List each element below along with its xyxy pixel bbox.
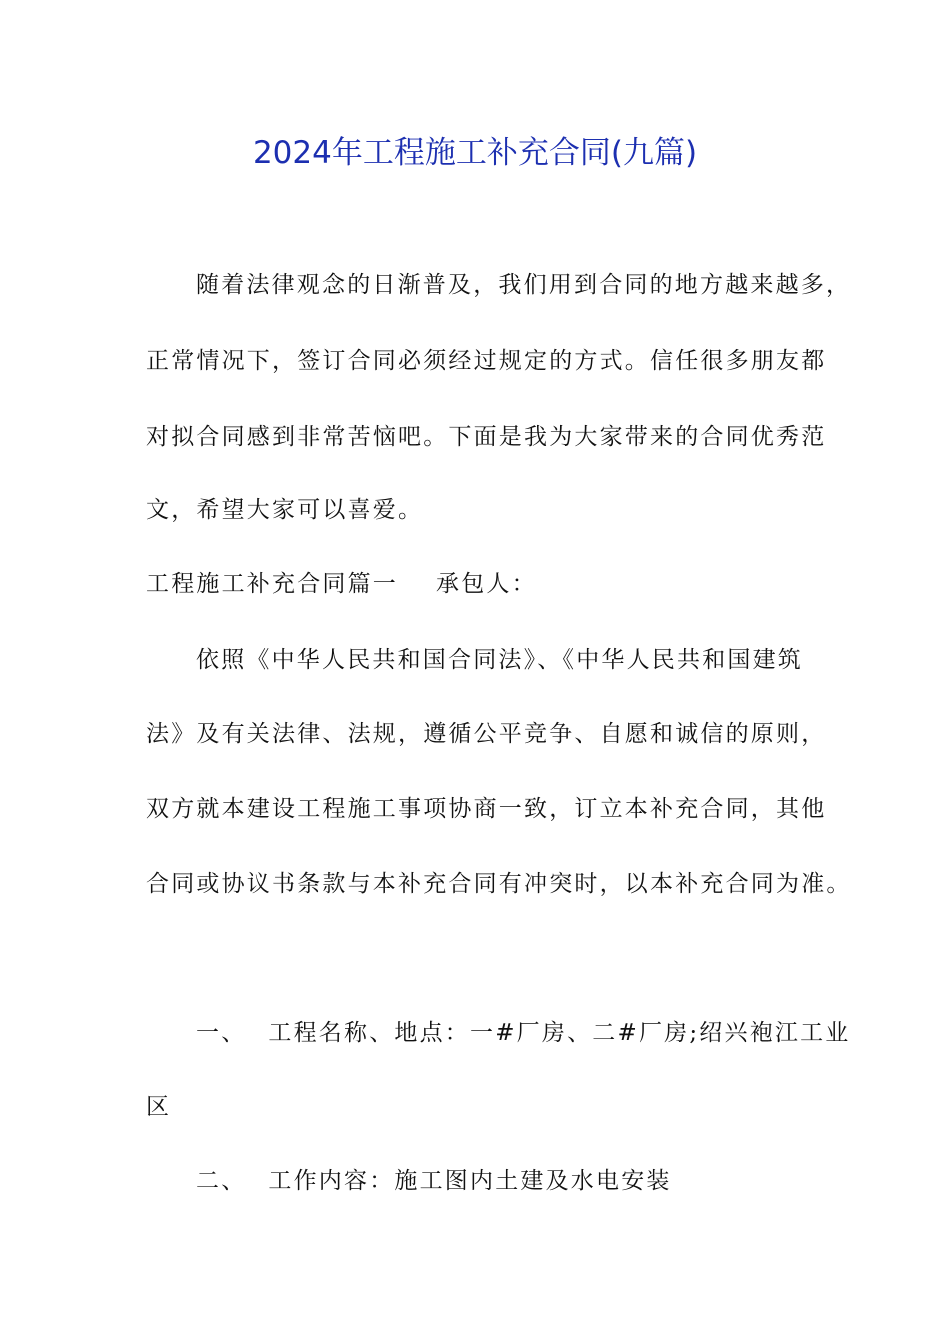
clause-line-1: 依照《中华人民共和国合同法》、《中华人民共和国建筑 (196, 647, 803, 673)
intro-line-4: 文，希望大家可以喜爱。 (146, 497, 424, 523)
intro-line-1: 随着法律观念的日渐普及，我们用到合同的地方越来越多， (196, 272, 852, 298)
item-1-text: 工程名称、地点：一#厂房、二#厂房;绍兴袍江工业 (268, 1020, 851, 1046)
item-1-number: 一、 (196, 1020, 247, 1046)
item-2-number: 二、 (196, 1168, 247, 1194)
intro-line-2: 正常情况下，签订合同必须经过规定的方式。信任很多朋友都 (146, 348, 827, 374)
item-1-line-1 (196, 1013, 851, 1053)
item-2-text: 工作内容：施工图内土建及水电安装 (268, 1168, 672, 1194)
contractor-label: 承包人： (436, 571, 537, 597)
document-title: 2024年工程施工补充合同(九篇) (252, 135, 698, 171)
section-heading: 工程施工补充合同篇一 (146, 571, 398, 597)
clause-line-2: 法》及有关法律、法规，遵循公平竞争、自愿和诚信的原则， (146, 721, 827, 747)
clause-line-3: 双方就本建设工程施工事项协商一致，订立本补充合同，其他 (146, 796, 827, 822)
intro-line-3: 对拟合同感到非常苦恼吧。下面是我为大家带来的合同优秀范 (146, 424, 827, 450)
item-1-line-2: 区 (146, 1094, 172, 1120)
item-2-line-1 (196, 1161, 672, 1201)
section-heading-line (146, 564, 537, 604)
clause-line-4: 合同或协议书条款与本补充合同有冲突时，以本补充合同为准。 (146, 871, 852, 897)
